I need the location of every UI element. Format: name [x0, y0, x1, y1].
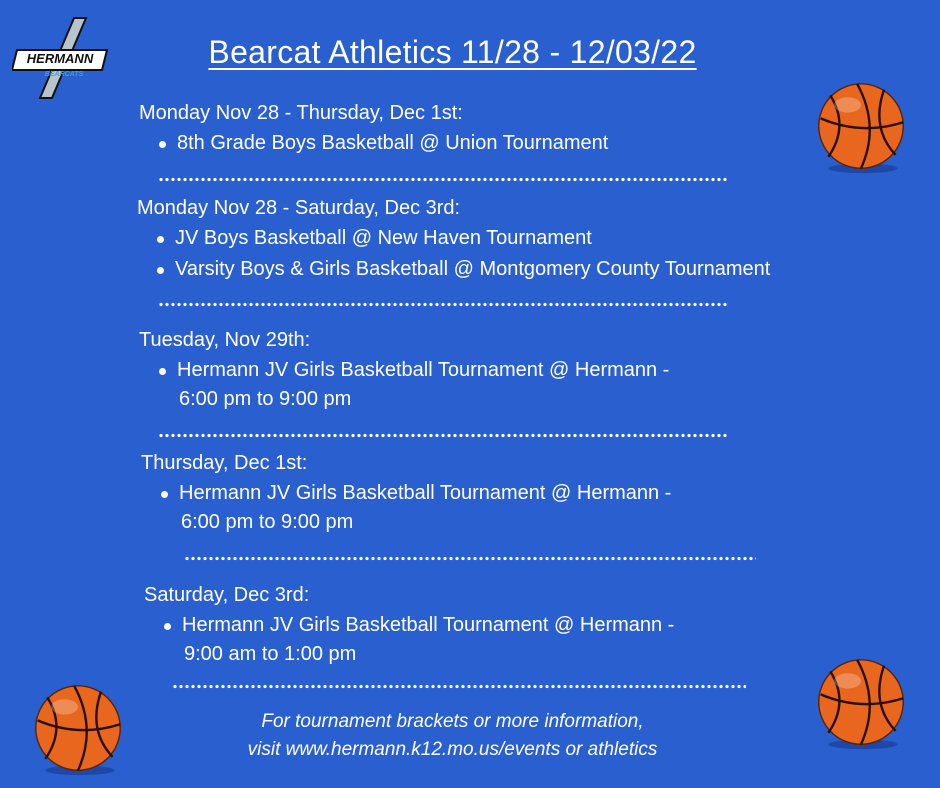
section-date: Thursday, Dec 1st:: [141, 452, 308, 474]
event-item: Hermann JV Girls Basketball Tournament @ Hermann -: [162, 610, 674, 641]
schedule-section: [141, 448, 671, 538]
footer-link-text: visit www.hermann.k12.mo.us/events or athletics: [247, 739, 658, 760]
dotted-divider: [158, 302, 728, 307]
section-date: Saturday, Dec 3rd:: [144, 584, 310, 606]
logo-text: HERMANN: [26, 51, 94, 66]
section-date: Monday Nov 28 - Thursday, Dec 1st:: [139, 102, 463, 124]
event-item: Varsity Boys & Girls Basketball @ Montgomery County Tournament: [155, 254, 770, 285]
event-item: 8th Grade Boys Basketball @ Union Tournament: [157, 128, 608, 159]
dotted-divider: [158, 433, 728, 438]
event-item: Hermann JV Girls Basketball Tournament @ Hermann -: [159, 478, 671, 509]
page-title: Bearcat Athletics 11/28 - 12/03/22: [208, 34, 697, 70]
event-time: 6:00 pm to 9:00 pm: [179, 388, 352, 410]
event-item: Hermann JV Girls Basketball Tournament @ Hermann -: [157, 355, 669, 386]
section-date: Tuesday, Nov 29th:: [139, 329, 311, 351]
logo-subtext: BEARCATS: [44, 71, 84, 78]
event-time: 9:00 am to 1:00 pm: [184, 643, 357, 665]
basketball-icon: [813, 80, 909, 176]
schedule-section: [144, 580, 674, 670]
schedule-section: [139, 98, 608, 159]
footer-line: For tournament brackets or more information,: [261, 711, 644, 732]
section-date: Monday Nov 28 - Saturday, Dec 3rd:: [137, 197, 461, 219]
footer-info: [0, 708, 905, 764]
dotted-divider: [184, 556, 756, 561]
dotted-divider: [172, 684, 746, 689]
event-time: 6:00 pm to 9:00 pm: [181, 511, 354, 533]
dotted-divider: [158, 177, 728, 182]
schedule-section: [137, 193, 770, 285]
event-item: JV Boys Basketball @ New Haven Tournament: [155, 223, 770, 254]
schedule-section: [139, 325, 669, 415]
